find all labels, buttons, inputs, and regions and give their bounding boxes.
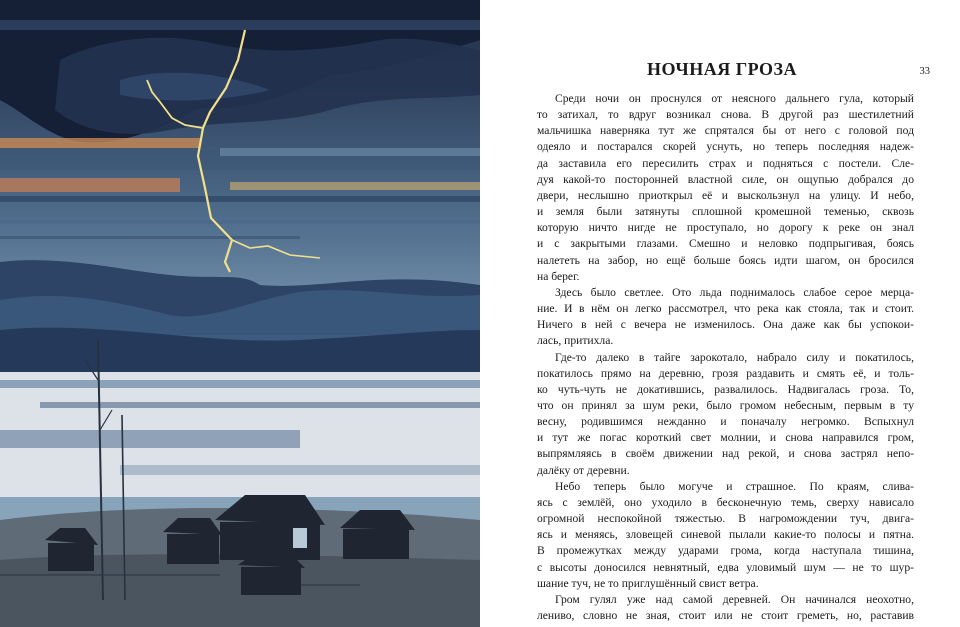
text-line: то затихал, то вдруг возникал снова. В другой раз шестилетний xyxy=(537,108,914,122)
text-line: Ничего в ней с вечера не изменилось. Она даже как бы успокои- xyxy=(537,318,914,332)
text-line: Среди ночи он проснулся от неясного дальнего гула, который xyxy=(555,92,914,105)
paragraph xyxy=(537,592,914,624)
text-page xyxy=(480,0,960,627)
chapter-text xyxy=(537,91,914,624)
text-line: ние. И в нём он легко рассмотрел, что река как стояла, так и стоит. xyxy=(537,302,914,316)
page-number: 33 xyxy=(919,66,930,77)
paragraph xyxy=(537,285,914,350)
text-line: шание туч, не то приглушённый свист ветра. xyxy=(537,576,759,590)
text-line: Гром гулял уже над самой деревней. Он начинался неохотно, xyxy=(555,592,914,606)
text-line: налететь на забор, но ещё больше боясь идти шагом, он бросился xyxy=(537,253,914,267)
text-line: выпрямляясь в своём движении над рекой, и снова застрял непо- xyxy=(537,447,914,461)
text-line: лениво, словно не зная, стоит или не стоит греметь, но, раставив xyxy=(537,609,914,622)
text-line: лась, притихла. xyxy=(537,334,614,348)
text-line: одеяло и постарался скорей уснуть, но теперь последняя надеж- xyxy=(537,140,914,154)
sunset-band xyxy=(0,138,200,148)
text-line: огромной неспокойной тяжестью. В нагромождении туч, двига- xyxy=(537,512,914,526)
chapter-title: НОЧНАЯ ГРОЗА xyxy=(646,59,798,79)
text-line: на берег. xyxy=(537,269,580,283)
paragraph xyxy=(537,479,914,592)
text-line: Где-то далеко в тайге зарокотало, набрало силу и покатилось, xyxy=(555,350,914,364)
text-line: покатилось прямо на деревню, грозя раздавить и смять её, и толь- xyxy=(537,366,914,380)
paragraph xyxy=(537,91,914,285)
text-line: что он принял за шум реки, было громом небесным, первым в ту xyxy=(537,398,914,412)
text-line: далёку от деревни. xyxy=(537,463,630,477)
text-line: и земля были затянуты сплошной кромешной теменью, сквозь xyxy=(537,205,914,219)
text-line: дуя какой-то посторонней властной силе, он ощупью добрался до xyxy=(537,172,914,186)
text-line: мальчишка наверняка тут же спрятался бы от него с головой под xyxy=(537,124,914,138)
text-line: и тут же погас короткий свет молнии, и снова направился гром, xyxy=(537,431,914,445)
text-line: ясь с землёй, оно уходило в бесконечную темь, сверху нависало xyxy=(537,495,914,509)
text-line: весну, родившимся нежданно и поначалу негромко. Вспыхнул xyxy=(537,415,914,429)
paragraph xyxy=(537,350,914,479)
text-line: В промежутках между ударами грома, когда наступала тишина, xyxy=(537,544,914,558)
text-line: с высоты доносился невнятный, едва уловимый шум — не то шур- xyxy=(537,560,914,574)
text-line: Небо теперь было могуче и страшное. По краям, слива- xyxy=(555,479,914,493)
text-line: и с закрытыми глазами. Смешно и неловко подпрыгивая, боясь xyxy=(537,237,914,251)
sunset-band-2 xyxy=(0,178,180,192)
text-line: да заставила его пересилить страх и подняться с постели. Сле- xyxy=(537,156,914,170)
text-line: Здесь было светлее. Ото льда поднималось слабое серое мерца- xyxy=(555,285,914,299)
text-line: которую ничто нигде не проступало, но дорогу к реке он знал xyxy=(537,221,914,235)
text-line: ясь и меняясь, зловещей синевой пылали какие-то полосы и пятна. xyxy=(537,528,914,542)
text-line: двери, неслышно приоткрыл её и выскользнул на улицу. И небо, xyxy=(537,188,914,202)
text-line: ко чуть-чуть не докатившись, развалилось. Надвигалась гроза. То, xyxy=(537,382,914,396)
